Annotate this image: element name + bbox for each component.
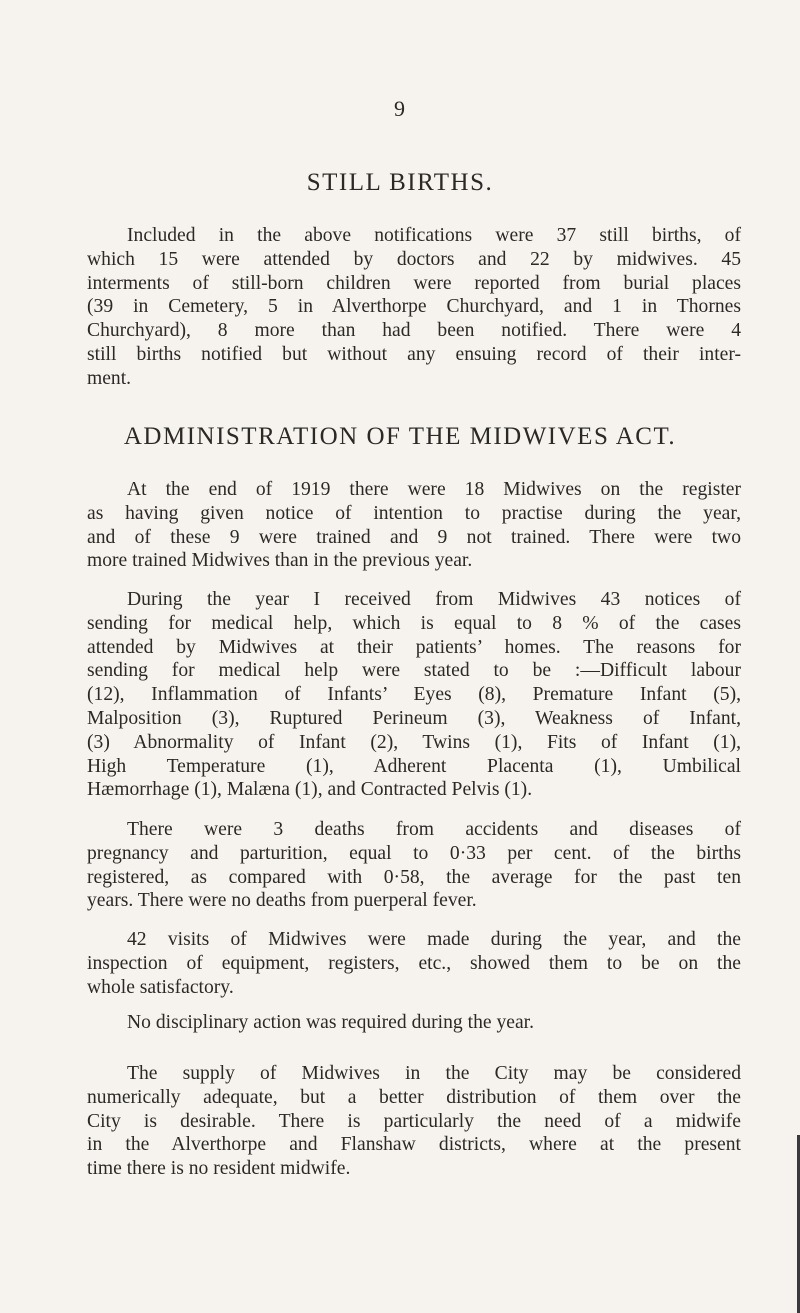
text-line: which 15 were attended by doctors and 22 by midwives. 45 [87,248,741,270]
text-line: Hæmorrhage (1), Malæna (1), and Contracted Pelvis (1). [87,779,533,801]
paragraph-disciplinary [87,1011,741,1035]
text-line: 42 visits of Midwives were made during the year, and the [127,929,741,950]
text-line: City is desirable. There is particularly the need of a midwife [87,1110,741,1132]
text-line: as having given notice of intention to practise during the year, [87,502,741,524]
text-line: more trained Midwives than in the previous year. [87,550,473,572]
text-line: During the year I received from Midwives 43 notices of [127,589,741,610]
text-line: (12), Inflammation of Infants’ Eyes (8), Premature Infant (5), [87,684,741,706]
text-line: numerically adequate, but a better distribution of them over the [87,1086,741,1108]
text-line: in the Alverthorpe and Flanshaw districts, where at the present [87,1134,741,1156]
text-line: still births notified but without any ensuing record of their inter- [87,343,741,365]
text-line: Churchyard), 8 more than had been notified. There were 4 [87,320,741,342]
text-line: registered, as compared with 0·58, the average for the past ten [87,866,741,888]
section-title-midwives-act: ADMINISTRATION OF THE MIDWIVES ACT. [123,423,677,450]
text-line: Malposition (3), Ruptured Perineum (3), Weakness of Infant, [87,707,741,729]
text-line: and of these 9 were trained and 9 not trained. There were two [87,526,741,548]
text-line: Included in the above notifications were 37 still births, of [127,225,741,246]
text-line: years. There were no deaths from puerperal fever. [87,890,477,912]
section-title-still-births: STILL BIRTHS. [306,169,494,196]
paragraph-midwives-register [87,478,741,573]
page-number: 9 [394,96,406,121]
text-line: (3) Abnormality of Infant (2), Twins (1), Fits of Infant (1), [87,731,741,753]
text-line: There were 3 deaths from accidents and diseases of [127,819,741,840]
text-line: sending for medical help were stated to be :—Difficult labour [87,660,741,682]
text-line: The supply of Midwives in the City may be considered [127,1063,741,1084]
text-line: No disciplinary action was required during the year. [127,1012,534,1033]
text-line: pregnancy and parturition, equal to 0·33 per cent. of the births [87,842,741,864]
text-line: attended by Midwives at their patients’ homes. The reasons for [87,636,741,658]
paragraph-deaths [87,818,741,913]
text-line: time there is no resident midwife. [87,1158,351,1180]
text-line: High Temperature (1), Adherent Placenta (1), Umbilical [87,755,741,777]
text-line: interments of still-born children were reported from burial places [87,272,741,294]
text-line: whole satisfactory. [87,976,234,998]
paragraph-supply [87,1062,741,1181]
paragraph-still-births [87,224,741,391]
text-line: ment. [87,367,132,389]
text-line: sending for medical help, which is equal to 8 % of the cases [87,612,741,634]
paragraph-medical-help [87,588,741,802]
text-line: (39 in Cemetery, 5 in Alverthorpe Churchyard, and 1 in Thornes [87,296,741,318]
text-line: inspection of equipment, registers, etc., showed them to be on the [87,952,741,974]
text-line: At the end of 1919 there were 18 Midwives on the register [127,479,741,500]
paragraph-visits [87,928,741,999]
